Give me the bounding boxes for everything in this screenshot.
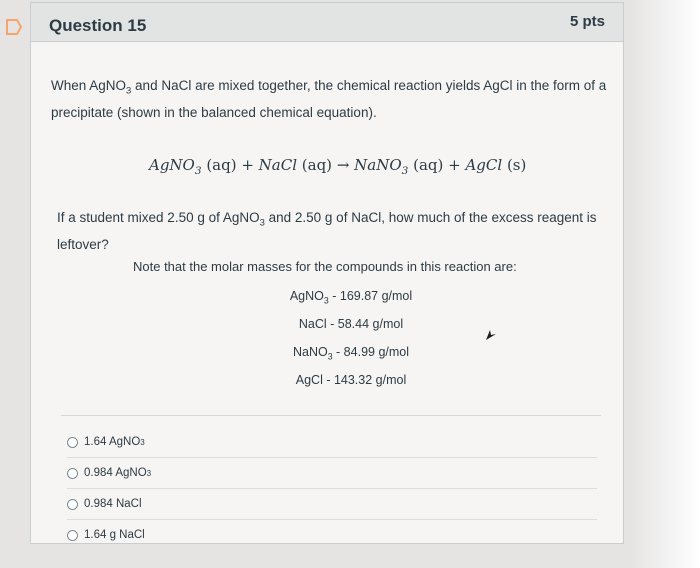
background-glare [630, 0, 700, 568]
question-intro: When AgNO$_3$ and NaCl are mixed together, the chemical reaction yields AgCl in the form of a precipitate (shown in the balanced chemical equation). [51, 78, 607, 120]
flag-icon[interactable] [5, 19, 23, 35]
answer-option[interactable]: 0.984 AgNO 3 [67, 458, 597, 489]
molar-mass-item: NaNO$_3$ - 84.99 g/mol [292, 345, 410, 362]
radio-button[interactable] [67, 437, 78, 448]
mouse-pointer-icon [485, 329, 497, 341]
question-card [30, 2, 624, 544]
answer-option[interactable]: 0.984 NaCl [67, 489, 597, 520]
radio-button[interactable] [67, 530, 78, 541]
question-header [31, 3, 623, 42]
molar-mass-item: NaCl - 58.44 g/mol [298, 317, 404, 331]
molar-mass-item: AgCl - 143.32 g/mol [295, 373, 407, 387]
answer-option[interactable]: 1.64 AgNO 3 [67, 427, 597, 458]
question-points: 5 pts [569, 13, 605, 30]
radio-button[interactable] [67, 499, 78, 510]
answer-divider [61, 415, 601, 416]
molar-mass-item: AgNO$_3$ - 169.87 g/mol [289, 289, 413, 306]
question-prompt: If a student mixed 2.50 g of AgNO$_3$ and 2.50 g of NaCl, how much of the excess reagent is leftover? [57, 210, 597, 252]
chemical-equation: AgNO$_3$ (aq) + NaCl (aq) → NaNO$_3$ (aq) + AgCl (s) [149, 156, 527, 177]
radio-button[interactable] [67, 468, 78, 479]
molar-mass-note: Note that the molar masses for the compounds in this reaction are: [133, 259, 517, 274]
question-title: Question 15 [49, 16, 147, 35]
answer-list [67, 427, 597, 550]
molar-mass-list [261, 289, 441, 401]
answer-option[interactable]: 1.64 g NaCl [67, 520, 597, 550]
